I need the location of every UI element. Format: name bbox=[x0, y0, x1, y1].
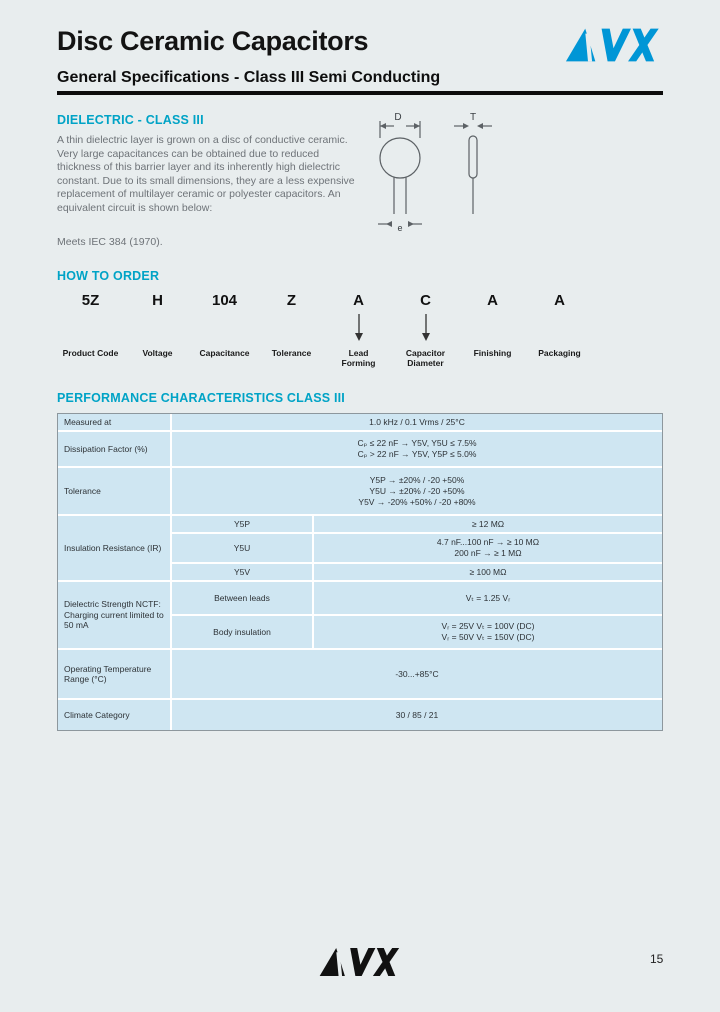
value-line: Cₚ ≤ 22 nF → Y5V, Y5U ≤ 7.5% bbox=[357, 438, 477, 448]
row-label: Tolerance bbox=[58, 468, 170, 514]
order-item-packaging bbox=[526, 292, 593, 368]
order-code-grid bbox=[57, 292, 593, 368]
row-label: Measured at bbox=[58, 414, 170, 430]
sub-label bbox=[172, 564, 312, 580]
order-item-tolerance bbox=[258, 292, 325, 368]
table-row-tolerance bbox=[58, 468, 662, 514]
sub-label-text: Y5P bbox=[233, 518, 251, 529]
order-code: A bbox=[487, 292, 498, 309]
sub-label bbox=[172, 616, 312, 648]
value-line: 200 nF → ≥ 1 MΩ bbox=[454, 548, 522, 558]
value-line: Cₚ > 22 nF → Y5V, Y5P ≤ 5.0% bbox=[357, 449, 477, 459]
sub-row-y5p bbox=[172, 516, 662, 532]
sub-label-text: Y5V bbox=[233, 566, 251, 577]
order-code: A bbox=[353, 292, 364, 309]
order-label: Capacitor Diameter bbox=[405, 348, 446, 368]
sub-row-y5v bbox=[172, 564, 662, 580]
sub-value bbox=[314, 616, 662, 648]
dielectric-note: Meets IEC 384 (1970). bbox=[57, 236, 163, 248]
table-row-measured-at bbox=[58, 414, 662, 430]
capacitor-diagram bbox=[368, 112, 518, 239]
row-value: 30 / 85 / 21 bbox=[172, 700, 662, 730]
header-rule bbox=[57, 91, 663, 95]
order-label: Lead Forming bbox=[341, 348, 376, 368]
order-label: Packaging bbox=[538, 348, 581, 358]
row-label: Dielectric Strength NCTF: Charging current limited to 50 mA bbox=[58, 582, 170, 648]
sub-value: ≥ 100 MΩ bbox=[314, 564, 662, 580]
avx-logo-icon bbox=[564, 28, 662, 67]
table-row-climate-category bbox=[58, 700, 662, 730]
value-line: 4.7 nF...100 nF → ≥ 10 MΩ bbox=[436, 537, 540, 547]
row-value bbox=[172, 432, 662, 466]
order-item-finishing bbox=[459, 292, 526, 368]
order-label: Tolerance bbox=[271, 348, 312, 358]
value-line: Y5U → ±20% / -20 +50% bbox=[369, 485, 465, 496]
row-label: Operating Temperature Range (°C) bbox=[58, 650, 170, 698]
row-label: Climate Category bbox=[58, 700, 170, 730]
table-row-operating-temperature bbox=[58, 650, 662, 698]
value-line: Vᵣ = 25V Vₜ = 100V (DC) bbox=[441, 621, 535, 631]
order-code: A bbox=[554, 292, 565, 309]
row-value: 1.0 kHz / 0.1 Vrms / 25°C bbox=[172, 414, 662, 430]
order-label: Capacitance bbox=[199, 348, 250, 358]
row-value: -30...+85°C bbox=[172, 650, 662, 698]
order-item-capacitor-diameter bbox=[392, 292, 459, 368]
order-code: 104 bbox=[211, 292, 238, 309]
how-to-order-heading: HOW TO ORDER bbox=[57, 269, 160, 283]
value-line: Vᵣ = 50V Vₜ = 150V (DC) bbox=[441, 632, 535, 642]
sub-row-between-leads bbox=[172, 582, 662, 614]
value-line: Y5P → ±20% / -20 +50% bbox=[369, 474, 465, 485]
sub-rows bbox=[172, 516, 662, 580]
row-label: Dissipation Factor (%) bbox=[58, 432, 170, 466]
order-item-capacitance bbox=[191, 292, 258, 368]
performance-heading: PERFORMANCE CHARACTERISTICS CLASS III bbox=[57, 391, 345, 405]
sub-label bbox=[172, 516, 312, 532]
sub-row-body-insulation bbox=[172, 616, 662, 648]
sub-label-text: Between leads bbox=[214, 592, 270, 603]
sub-value: Vₜ = 1.25 Vᵣ bbox=[314, 582, 662, 614]
dielectric-body: A thin dielectric layer is grown on a disc of conductive ceramic. Very large capacitances can be obtained due to reduced thickness of this barrier layer and its inherently high dielectric constant. Due to its small dimensions, they are a less expensive replacement of multilayer ceramic or polyester capacitors. An equivalent circuit is shown below: bbox=[57, 134, 355, 214]
sub-label-text: Body insulation bbox=[213, 626, 271, 637]
page-number: 15 bbox=[650, 952, 664, 966]
order-code: H bbox=[152, 292, 163, 309]
sub-row-y5u bbox=[172, 534, 662, 562]
table-row-dissipation bbox=[58, 432, 662, 466]
order-item-voltage bbox=[124, 292, 191, 368]
sub-label-text: Y5U bbox=[233, 542, 251, 553]
order-label: Finishing bbox=[473, 348, 512, 358]
order-label: Voltage bbox=[142, 348, 173, 358]
sub-rows bbox=[172, 582, 662, 648]
table-row-insulation-resistance bbox=[58, 516, 662, 580]
diagram-label-thickness: T bbox=[469, 112, 477, 123]
value-line: Y5V → -20% +50% / -20 +80% bbox=[358, 496, 476, 507]
order-item-product-code bbox=[57, 292, 124, 368]
down-arrow-icon bbox=[421, 312, 431, 348]
sub-label bbox=[172, 534, 312, 562]
sub-label bbox=[172, 582, 312, 614]
row-label: Insulation Resistance (IR) bbox=[58, 516, 170, 580]
order-item-lead-forming bbox=[325, 292, 392, 368]
dielectric-heading: DIELECTRIC - CLASS III bbox=[57, 113, 204, 127]
performance-table bbox=[57, 413, 663, 731]
page-title: Disc Ceramic Capacitors bbox=[57, 26, 369, 56]
down-arrow-icon bbox=[354, 312, 364, 348]
page-subtitle: General Specifications - Class III Semi Conducting bbox=[57, 69, 441, 86]
sub-value bbox=[314, 534, 662, 562]
diagram-label-diameter: D bbox=[394, 112, 402, 123]
order-label: Product Code bbox=[62, 348, 119, 358]
table-row-dielectric-strength bbox=[58, 582, 662, 648]
order-code: C bbox=[420, 292, 431, 309]
sub-value: ≥ 12 MΩ bbox=[314, 516, 662, 532]
order-code: Z bbox=[286, 292, 297, 309]
avx-footer-logo-icon bbox=[318, 947, 402, 982]
order-code: 5Z bbox=[81, 292, 100, 309]
row-value bbox=[172, 468, 662, 514]
diagram-label-lead-spacing: e bbox=[397, 223, 403, 233]
